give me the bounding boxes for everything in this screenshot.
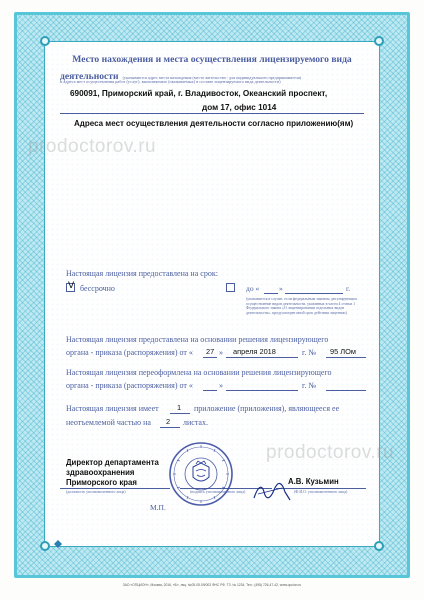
indefinite-label: бессрочно <box>80 284 115 293</box>
basis-day: 27 <box>206 347 215 356</box>
address-line-2: дом 17, офис 1014 <box>202 103 277 112</box>
appendix-line-2-prefix: неотъемлемой частью на <box>66 418 151 427</box>
checkmark-icon: V <box>68 281 75 291</box>
signatory-name: А.В. Кузьмин <box>288 477 339 486</box>
basis-line-1: Настоящая лицензия предоставлена на основании решения лицензирующего <box>66 335 329 344</box>
official-seal-icon <box>168 441 234 507</box>
basis-number-line <box>326 357 366 358</box>
section-title-bold: деятельности <box>60 71 119 82</box>
signature-caption: (подпись уполномоченного лица) <box>190 490 246 494</box>
corner-ornament <box>374 36 384 46</box>
reissue-suffix-g: г. № <box>302 381 317 390</box>
reissue-number-line <box>326 390 366 391</box>
until-month-line <box>285 293 343 294</box>
checkbox-indefinite <box>66 283 75 292</box>
reissue-month-line <box>226 390 298 391</box>
watermark-text: prodoctorov.ru <box>266 442 395 463</box>
until-prefix: до « <box>246 284 260 293</box>
appendix-sheets: 2 <box>166 417 171 426</box>
signatory-position-2: здравоохранения <box>66 468 135 477</box>
corner-ornament <box>40 541 50 551</box>
signatory-position-3: Приморского края <box>66 478 137 487</box>
position-underline <box>60 488 170 489</box>
reissue-line-2-prefix: органа - приказа (распоряжения) от « <box>66 381 193 390</box>
signatory-position-1: Директор департамента <box>66 458 159 467</box>
corner-ornament <box>374 541 384 551</box>
reissue-line-2-mid: » <box>219 381 223 390</box>
validity-label: Настоящая лицензия предоставлена на срок: <box>66 269 218 278</box>
position-caption: (должность уполномоченного лица) <box>66 490 126 494</box>
diamond-icon <box>54 540 62 548</box>
basis-suffix-g: г. № <box>302 348 317 357</box>
reissue-line-1: Настоящая лицензия переоформлена на основании решения лицензирующего <box>66 368 332 377</box>
address-underline <box>60 113 364 114</box>
validity-fine-print: (указывается в случае, если федеральным законом, регулирующим осуществление видов деятельности, указанных в части 4 статьи 1 Федерального закона «О лицензировании отдельных видов деятельности», предусмотрен иной срок действия лицензии) <box>246 297 357 315</box>
basis-number: 95 ЛОм <box>330 347 356 356</box>
print-line: ЗАО «ОПЦИОН», Москва, 2016, «Б», лиц. №05-05-09/003 ФНС РФ. ТЗ. № 1234. Тел.: (495) 726-47-42, www.opcion.ru <box>122 583 302 587</box>
basis-month-year: апреля 2018 <box>233 347 276 356</box>
until-mid: » <box>279 284 283 293</box>
address-line-3: Адреса мест осуществления деятельности согласно приложению(ям) <box>74 119 354 128</box>
appendix-line-2-suffix: листах. <box>183 418 208 427</box>
until-day-line <box>264 293 278 294</box>
appendix-line-1-prefix: Настоящая лицензия имеет <box>66 404 159 413</box>
corner-ornament <box>40 36 50 46</box>
watermark-text: prodoctorov.ru <box>28 136 157 157</box>
basis-day-line <box>203 357 217 358</box>
section-title-note-2: и адреса мест осуществления работ (услуг), выполняемых (оказываемых) в составе лицензируемого вида деятельности) <box>60 79 281 84</box>
name-caption: (Ф.И.О. уполномоченного лица) <box>294 490 348 494</box>
basis-line-2-mid: » <box>219 348 223 357</box>
basis-month-line <box>226 357 298 358</box>
appendix-sheets-line <box>160 427 180 428</box>
mp-label: М.П. <box>150 503 166 512</box>
until-suffix: г. <box>346 284 351 293</box>
handwritten-signature-icon <box>252 480 292 504</box>
basis-line-2-prefix: органа - приказа (распоряжения) от « <box>66 348 193 357</box>
address-line-1: 690091, Приморский край, г. Владивосток, Океанский проспект, <box>70 89 328 98</box>
section-title-note: (указываются адрес места нахождения (место жительства - для индивидуального предпринимателя) <box>122 75 302 80</box>
appendix-line-1-suffix: приложение (приложения), являющееся ее <box>194 404 340 413</box>
reissue-day-line <box>203 390 217 391</box>
appendix-count-line <box>170 413 190 414</box>
appendix-count: 1 <box>177 403 182 412</box>
checkbox-until <box>226 283 235 292</box>
section-title: Место нахождения и места осуществления лицензируемого вида <box>72 54 352 65</box>
